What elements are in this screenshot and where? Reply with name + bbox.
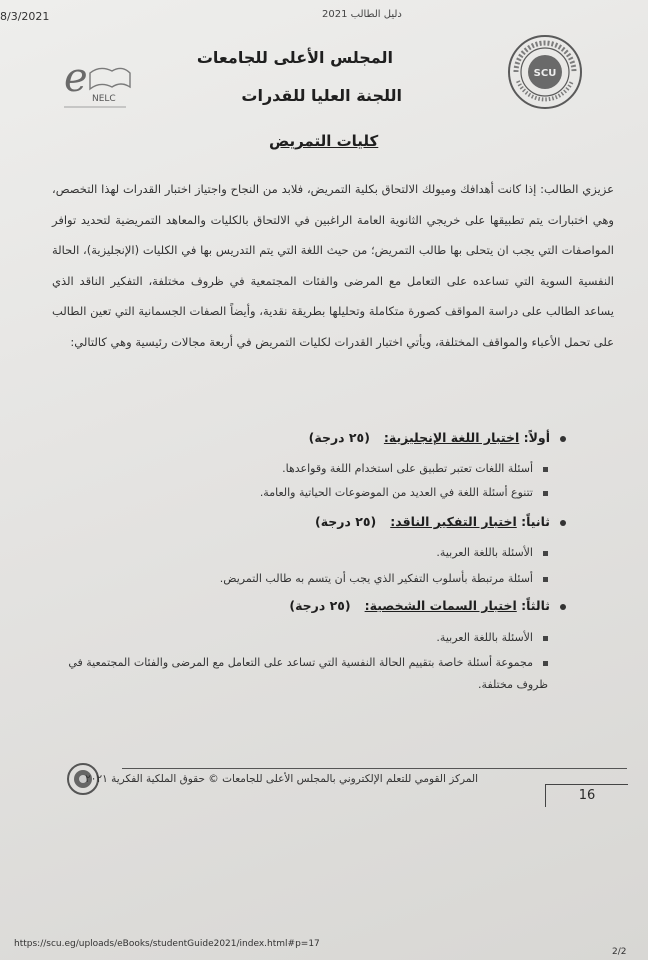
square-bullet-icon	[543, 467, 548, 472]
square-bullet-icon	[543, 577, 548, 582]
section-ordinal: أولاً:	[523, 430, 550, 445]
section-heading-critical-thinking	[315, 514, 566, 529]
section-ordinal: ثالثاً:	[521, 598, 550, 613]
square-bullet-icon	[543, 636, 548, 641]
intro-paragraph: عزيزي الطالب: إذا كانت أهدافك وميولك الالتحاق بكلية التمريض، فلابد من النجاح واجتياز اختبار القدرات لهذا التخصص، وهي اختبارات يتم تطبيقها على خريجي الثانوية العامة الراغبين في الالتحاق بالكليات والمعاهد التمريضية لتحديد توافر المواصفات التي يجب ان يتحلى بها طالب التمريض؛ من حيث اللغة التي يتم التدريس بها في الكليات (الإنجليزية)، الحالة النفسية السوية التي تساعده على التعامل مع المرضى والفئات المجتمعية في ظروف مختلفة، التفكير الناقد الذي يساعد الطالب على دراسة المواقف كصورة متكاملة وتحليلها بطريقة نقدية، وأيضاً الصفات الجسمانية التي تعين الطالب على تحمل الأعباء والمواقف المختلفة، ويأتي اختبار القدرات لكليات التمريض في أربعة مجالات رئيسية وهي كالتالي:	[52, 182, 614, 349]
list-item: أسئلة اللغات تعتبر تطبيق على استخدام اللغة وقواعدها.	[282, 462, 548, 475]
bullet-icon	[560, 604, 566, 610]
list-item: أسئلة مرتبطة بأسلوب التفكير الذي يجب أن يتسم به طالب التمريض.	[220, 572, 548, 585]
section-label: اختبار اللغة الإنجليزية:	[383, 430, 520, 445]
council-name: المجلس الأعلى للجامعات	[196, 48, 393, 67]
print-date: 8/3/2021	[0, 10, 50, 23]
section-degree: (٢٥ درجة)	[308, 430, 370, 445]
square-bullet-icon	[543, 661, 548, 666]
section-label: اختبار السمات الشخصية:	[364, 598, 517, 613]
print-page-count: 2/2	[612, 947, 627, 957]
scu-seal-logo	[506, 33, 584, 111]
print-url: https://scu.eg/uploads/eBooks/studentGuide2021/index.html#p=17	[14, 939, 320, 949]
committee-name: اللجنة العليا للقدرات	[241, 86, 402, 105]
list-item: مجموعة أسئلة خاصة بتقييم الحالة النفسية التي تساعد على التعامل مع المرضى والفئات المجتمعية في ظروف مختلفة.	[68, 656, 548, 691]
nelc-logo	[60, 55, 132, 113]
section-heading-personality	[289, 598, 566, 613]
footer-divider	[122, 768, 627, 769]
section-heading-english	[309, 430, 566, 445]
scu-logo-text: SCU	[533, 68, 557, 79]
section-label: اختبار التفكير الناقد:	[390, 514, 517, 529]
footer-copyright: المركز القومي للتعلم الإلكتروني بالمجلس الأعلى للجامعات © حقوق الملكية الفكرية ٢٠٢١	[85, 773, 478, 785]
print-title: دليل الطالب 2021	[322, 9, 402, 20]
bullet-icon	[560, 520, 566, 526]
list-item: الأسئلة باللغة العربية.	[436, 546, 548, 559]
nelc-logo-text: NELC	[92, 94, 116, 104]
page-number: 16	[545, 784, 628, 807]
section-ordinal: ثانياً:	[521, 514, 550, 529]
list-item: تتنوع أسئلة اللغة في العديد من الموضوعات الحياتية والعامة.	[260, 486, 548, 499]
square-bullet-icon	[543, 551, 548, 556]
page-title: كليات التمريض	[269, 132, 379, 150]
square-bullet-icon	[543, 491, 548, 496]
section-degree: (٢٥ درجة)	[289, 598, 351, 613]
svg-text:e: e	[64, 55, 88, 101]
list-item: الأسئلة باللغة العربية.	[436, 631, 548, 644]
section-degree: (٢٥ درجة)	[315, 514, 377, 529]
bullet-icon	[560, 436, 566, 442]
